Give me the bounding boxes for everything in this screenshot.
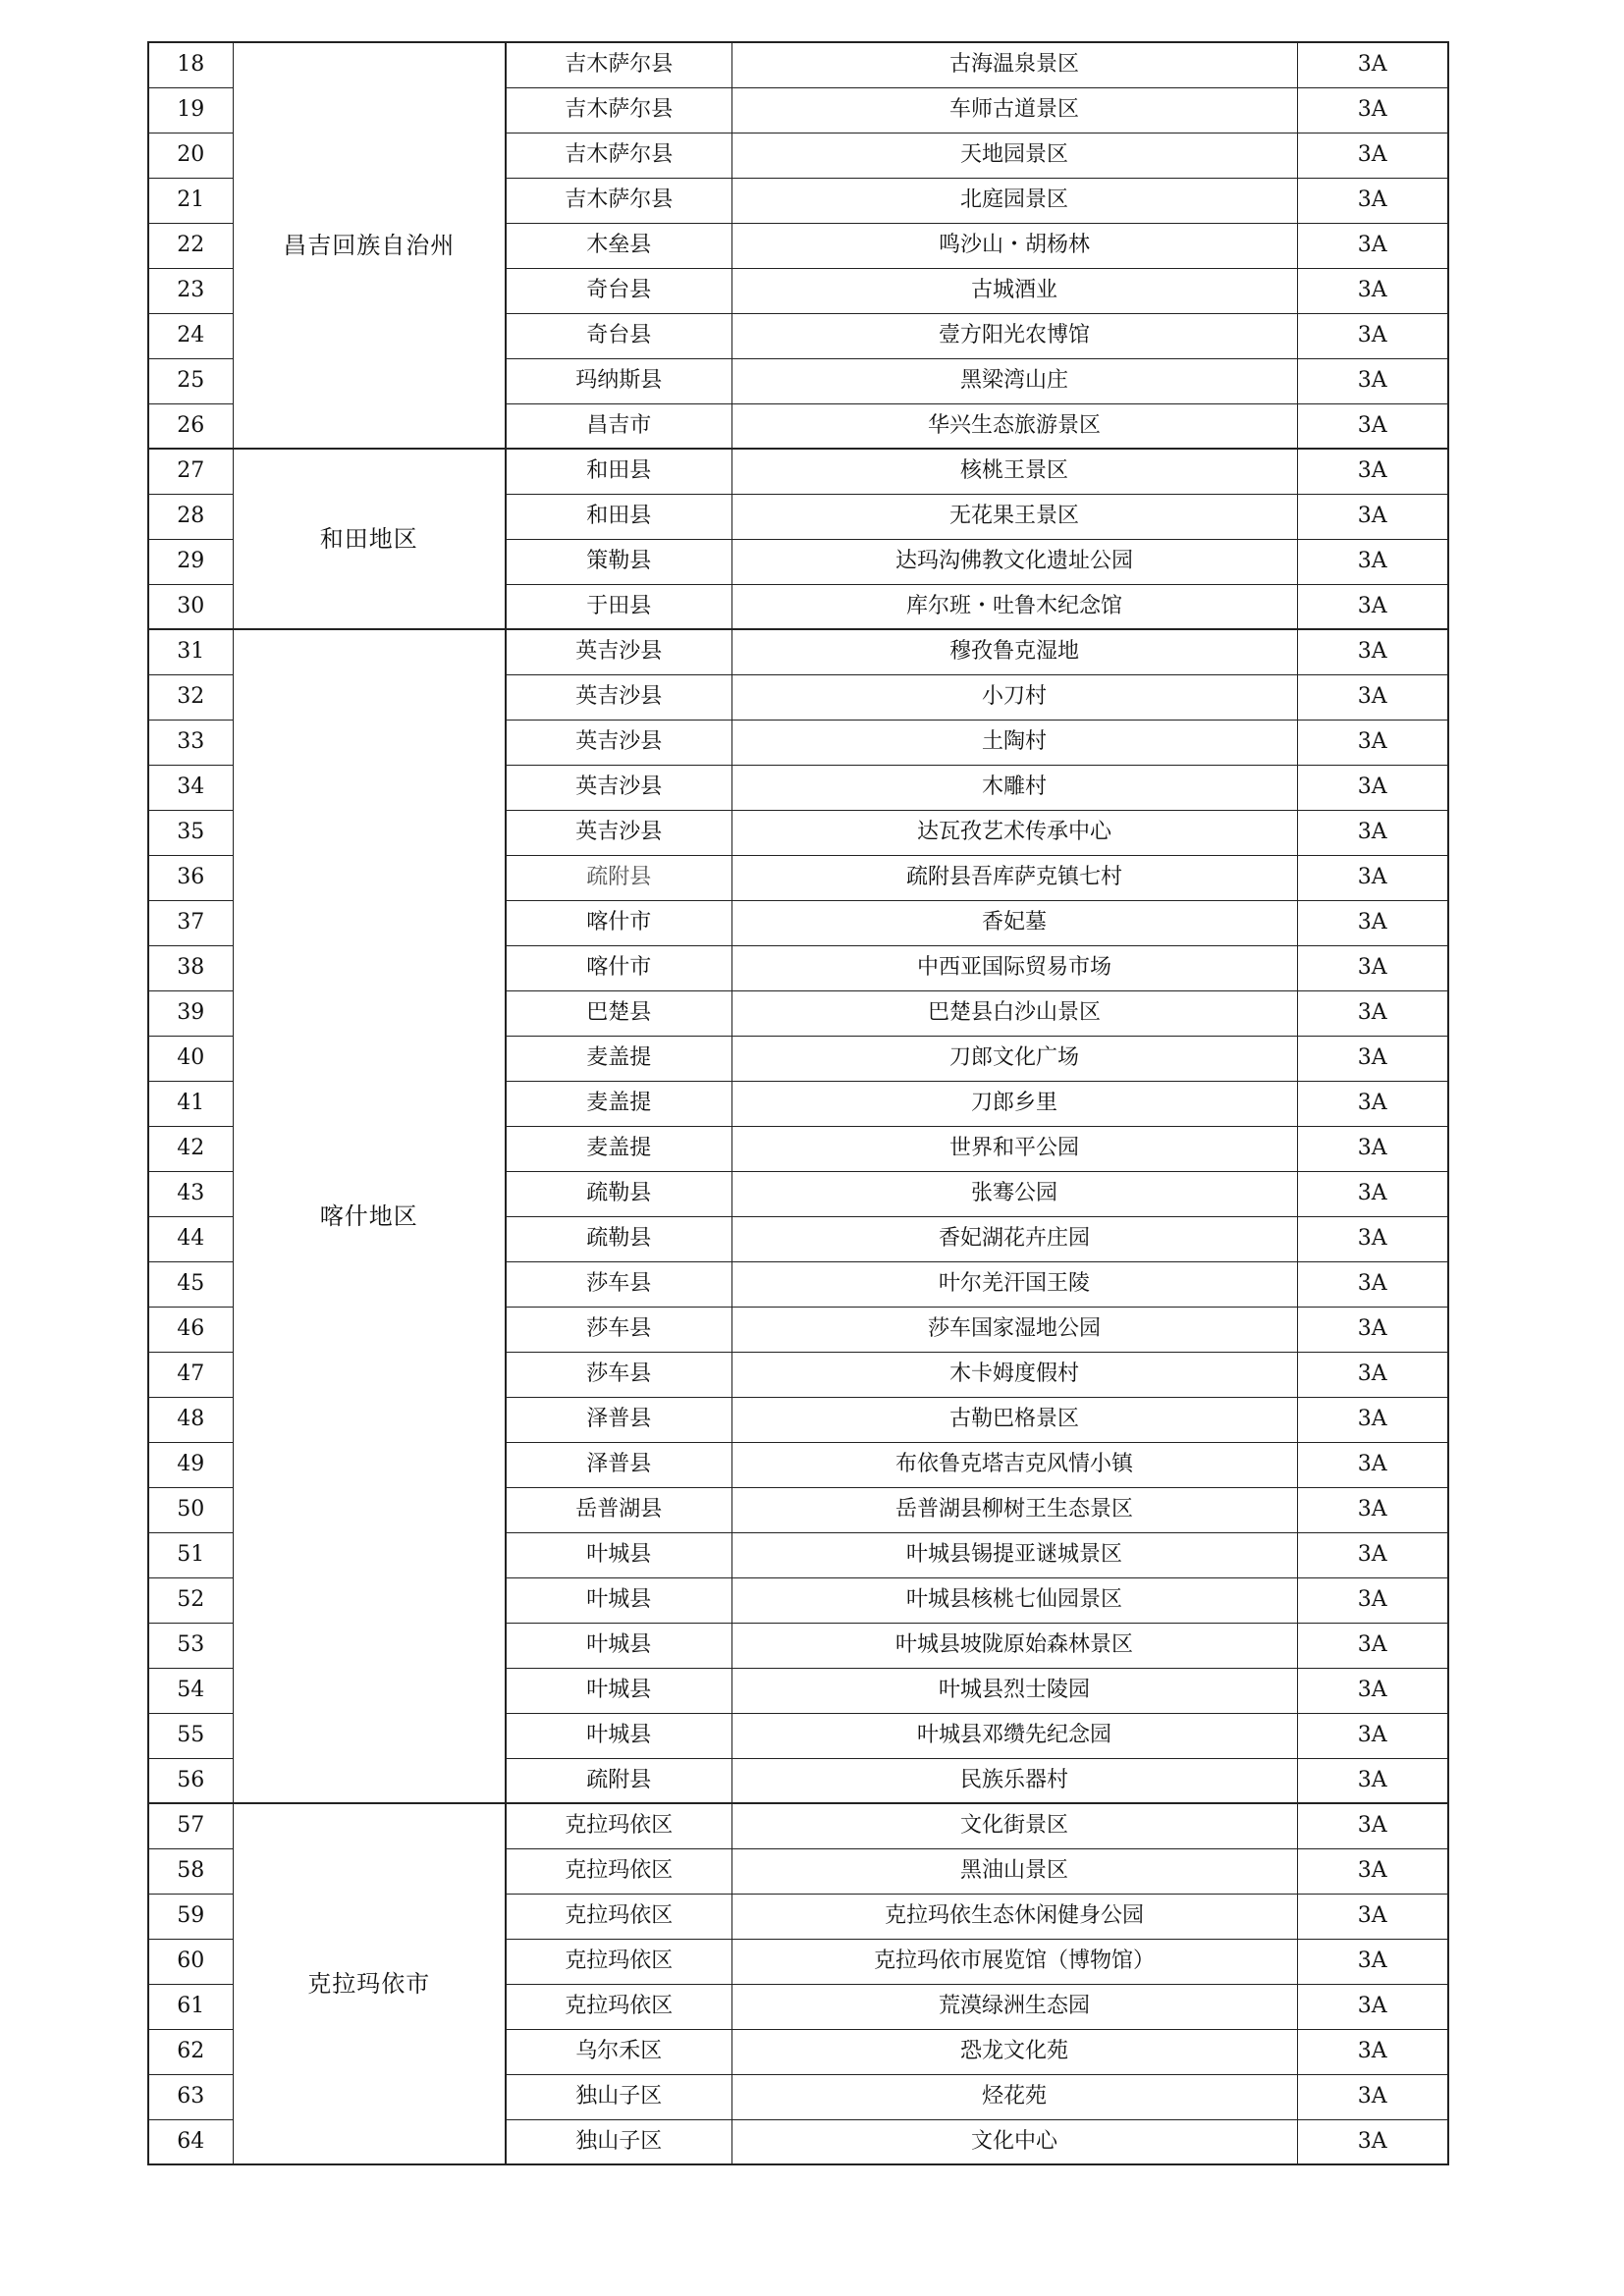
grade-cell: 3A [1297, 1442, 1448, 1487]
scenic-name-cell: 穆孜鲁克湿地 [731, 629, 1297, 674]
grade-cell: 3A [1297, 855, 1448, 900]
county-cell: 莎车县 [506, 1352, 731, 1397]
row-number-cell: 64 [148, 2119, 233, 2164]
row-number-cell: 32 [148, 674, 233, 720]
county-cell: 英吉沙县 [506, 674, 731, 720]
county-cell: 叶城县 [506, 1713, 731, 1758]
scenic-name-cell: 叶尔羌汗国王陵 [731, 1261, 1297, 1307]
row-number-cell: 50 [148, 1487, 233, 1532]
county-cell: 麦盖提 [506, 1126, 731, 1171]
county-cell: 克拉玛依区 [506, 1848, 731, 1894]
grade-cell: 3A [1297, 900, 1448, 945]
scenic-name-cell: 北庭园景区 [731, 178, 1297, 223]
grade-cell: 3A [1297, 1261, 1448, 1307]
grade-cell: 3A [1297, 1803, 1448, 1848]
row-number-cell: 54 [148, 1668, 233, 1713]
scenic-name-cell: 库尔班・吐鲁木纪念馆 [731, 584, 1297, 629]
grade-cell: 3A [1297, 223, 1448, 268]
scenic-name-cell: 中西亚国际贸易市场 [731, 945, 1297, 990]
grade-cell: 3A [1297, 765, 1448, 810]
row-number-cell: 30 [148, 584, 233, 629]
county-cell: 和田县 [506, 449, 731, 494]
county-cell: 独山子区 [506, 2074, 731, 2119]
scenic-area-table [147, 41, 1449, 2165]
table-row [148, 1803, 1448, 1848]
table-body [148, 42, 1448, 2164]
scenic-name-cell: 巴楚县白沙山景区 [731, 990, 1297, 1036]
county-cell: 英吉沙县 [506, 629, 731, 674]
scenic-name-cell: 达玛沟佛教文化遗址公园 [731, 539, 1297, 584]
grade-cell: 3A [1297, 449, 1448, 494]
row-number-cell: 56 [148, 1758, 233, 1803]
scenic-name-cell: 核桃王景区 [731, 449, 1297, 494]
grade-cell: 3A [1297, 133, 1448, 178]
grade-cell: 3A [1297, 1532, 1448, 1577]
scenic-name-cell: 布依鲁克塔吉克风情小镇 [731, 1442, 1297, 1487]
row-number-cell: 33 [148, 720, 233, 765]
county-cell: 和田县 [506, 494, 731, 539]
scenic-name-cell: 恐龙文化苑 [731, 2029, 1297, 2074]
county-cell: 莎车县 [506, 1261, 731, 1307]
scenic-name-cell: 无花果王景区 [731, 494, 1297, 539]
county-cell: 吉木萨尔县 [506, 178, 731, 223]
row-number-cell: 58 [148, 1848, 233, 1894]
county-cell: 昌吉市 [506, 403, 731, 449]
row-number-cell: 26 [148, 403, 233, 449]
grade-cell: 3A [1297, 720, 1448, 765]
county-cell: 喀什市 [506, 945, 731, 990]
grade-cell: 3A [1297, 945, 1448, 990]
county-cell: 克拉玛依区 [506, 1894, 731, 1939]
row-number-cell: 48 [148, 1397, 233, 1442]
county-cell: 英吉沙县 [506, 720, 731, 765]
scenic-name-cell: 古城酒业 [731, 268, 1297, 313]
scenic-name-cell: 小刀村 [731, 674, 1297, 720]
row-number-cell: 44 [148, 1216, 233, 1261]
grade-cell: 3A [1297, 1397, 1448, 1442]
grade-cell: 3A [1297, 1939, 1448, 1984]
county-cell: 克拉玛依区 [506, 1939, 731, 1984]
grade-cell: 3A [1297, 1623, 1448, 1668]
row-number-cell: 49 [148, 1442, 233, 1487]
scenic-name-cell: 壹方阳光农博馆 [731, 313, 1297, 358]
row-number-cell: 39 [148, 990, 233, 1036]
row-number-cell: 53 [148, 1623, 233, 1668]
row-number-cell: 18 [148, 42, 233, 87]
grade-cell: 3A [1297, 2119, 1448, 2164]
county-cell: 于田县 [506, 584, 731, 629]
county-cell: 英吉沙县 [506, 765, 731, 810]
county-cell: 麦盖提 [506, 1081, 731, 1126]
scenic-name-cell: 木卡姆度假村 [731, 1352, 1297, 1397]
county-cell: 吉木萨尔县 [506, 133, 731, 178]
county-cell: 喀什市 [506, 900, 731, 945]
scenic-name-cell: 张骞公园 [731, 1171, 1297, 1216]
scenic-name-cell: 叶城县邓缵先纪念园 [731, 1713, 1297, 1758]
row-number-cell: 63 [148, 2074, 233, 2119]
county-cell: 莎车县 [506, 1307, 731, 1352]
scenic-name-cell: 克拉玛依市展览馆（博物馆） [731, 1939, 1297, 1984]
row-number-cell: 35 [148, 810, 233, 855]
grade-cell: 3A [1297, 1668, 1448, 1713]
scenic-name-cell: 古勒巴格景区 [731, 1397, 1297, 1442]
scenic-name-cell: 达瓦孜艺术传承中心 [731, 810, 1297, 855]
county-cell: 疏勒县 [506, 1216, 731, 1261]
county-cell: 乌尔禾区 [506, 2029, 731, 2074]
row-number-cell: 22 [148, 223, 233, 268]
county-cell: 英吉沙县 [506, 810, 731, 855]
county-cell: 泽普县 [506, 1397, 731, 1442]
county-cell: 疏附县 [506, 1758, 731, 1803]
row-number-cell: 59 [148, 1894, 233, 1939]
region-cell: 昌吉回族自治州 [233, 42, 506, 449]
grade-cell: 3A [1297, 87, 1448, 133]
grade-cell: 3A [1297, 584, 1448, 629]
county-cell: 奇台县 [506, 313, 731, 358]
county-cell: 吉木萨尔县 [506, 87, 731, 133]
grade-cell: 3A [1297, 178, 1448, 223]
scenic-name-cell: 天地园景区 [731, 133, 1297, 178]
region-cell: 克拉玛依市 [233, 1803, 506, 2164]
county-cell: 叶城县 [506, 1668, 731, 1713]
region-cell: 和田地区 [233, 449, 506, 629]
scenic-name-cell: 叶城县烈士陵园 [731, 1668, 1297, 1713]
grade-cell: 3A [1297, 1216, 1448, 1261]
grade-cell: 3A [1297, 494, 1448, 539]
row-number-cell: 38 [148, 945, 233, 990]
row-number-cell: 24 [148, 313, 233, 358]
scenic-name-cell: 古海温泉景区 [731, 42, 1297, 87]
county-cell: 泽普县 [506, 1442, 731, 1487]
scenic-name-cell: 香妃墓 [731, 900, 1297, 945]
county-cell: 麦盖提 [506, 1036, 731, 1081]
scenic-name-cell: 木雕村 [731, 765, 1297, 810]
row-number-cell: 61 [148, 1984, 233, 2029]
county-cell: 巴楚县 [506, 990, 731, 1036]
grade-cell: 3A [1297, 313, 1448, 358]
grade-cell: 3A [1297, 1352, 1448, 1397]
grade-cell: 3A [1297, 1713, 1448, 1758]
county-cell: 叶城县 [506, 1623, 731, 1668]
grade-cell: 3A [1297, 268, 1448, 313]
row-number-cell: 19 [148, 87, 233, 133]
county-cell: 克拉玛依区 [506, 1803, 731, 1848]
region-cell: 喀什地区 [233, 629, 506, 1803]
scenic-name-cell: 叶城县锡提亚谜城景区 [731, 1532, 1297, 1577]
scenic-name-cell: 民族乐器村 [731, 1758, 1297, 1803]
scenic-name-cell: 华兴生态旅游景区 [731, 403, 1297, 449]
grade-cell: 3A [1297, 1081, 1448, 1126]
county-cell: 叶城县 [506, 1577, 731, 1623]
row-number-cell: 20 [148, 133, 233, 178]
row-number-cell: 45 [148, 1261, 233, 1307]
grade-cell: 3A [1297, 1171, 1448, 1216]
row-number-cell: 57 [148, 1803, 233, 1848]
grade-cell: 3A [1297, 1036, 1448, 1081]
scenic-name-cell: 黑梁湾山庄 [731, 358, 1297, 403]
county-cell: 克拉玛依区 [506, 1984, 731, 2029]
table-row [148, 629, 1448, 674]
row-number-cell: 55 [148, 1713, 233, 1758]
row-number-cell: 31 [148, 629, 233, 674]
row-number-cell: 36 [148, 855, 233, 900]
county-cell: 吉木萨尔县 [506, 42, 731, 87]
grade-cell: 3A [1297, 358, 1448, 403]
row-number-cell: 52 [148, 1577, 233, 1623]
row-number-cell: 37 [148, 900, 233, 945]
row-number-cell: 62 [148, 2029, 233, 2074]
county-cell: 奇台县 [506, 268, 731, 313]
scenic-area-table-wrapper [147, 41, 1449, 2165]
grade-cell: 3A [1297, 1577, 1448, 1623]
scenic-name-cell: 土陶村 [731, 720, 1297, 765]
scenic-name-cell: 岳普湖县柳树王生态景区 [731, 1487, 1297, 1532]
grade-cell: 3A [1297, 403, 1448, 449]
grade-cell: 3A [1297, 2029, 1448, 2074]
table-row [148, 449, 1448, 494]
scenic-name-cell: 刀郎文化广场 [731, 1036, 1297, 1081]
grade-cell: 3A [1297, 1848, 1448, 1894]
scenic-name-cell: 车师古道景区 [731, 87, 1297, 133]
row-number-cell: 40 [148, 1036, 233, 1081]
county-cell: 策勒县 [506, 539, 731, 584]
grade-cell: 3A [1297, 1126, 1448, 1171]
scenic-name-cell: 荒漠绿洲生态园 [731, 1984, 1297, 2029]
county-cell: 玛纳斯县 [506, 358, 731, 403]
grade-cell: 3A [1297, 1758, 1448, 1803]
scenic-name-cell: 黑油山景区 [731, 1848, 1297, 1894]
row-number-cell: 46 [148, 1307, 233, 1352]
row-number-cell: 41 [148, 1081, 233, 1126]
row-number-cell: 43 [148, 1171, 233, 1216]
row-number-cell: 47 [148, 1352, 233, 1397]
row-number-cell: 42 [148, 1126, 233, 1171]
grade-cell: 3A [1297, 990, 1448, 1036]
table-row [148, 42, 1448, 87]
row-number-cell: 34 [148, 765, 233, 810]
scenic-name-cell: 烃花苑 [731, 2074, 1297, 2119]
row-number-cell: 51 [148, 1532, 233, 1577]
row-number-cell: 29 [148, 539, 233, 584]
scenic-name-cell: 世界和平公园 [731, 1126, 1297, 1171]
county-cell: 叶城县 [506, 1532, 731, 1577]
row-number-cell: 60 [148, 1939, 233, 1984]
grade-cell: 3A [1297, 674, 1448, 720]
county-cell: 木垒县 [506, 223, 731, 268]
scenic-name-cell: 文化中心 [731, 2119, 1297, 2164]
scenic-name-cell: 香妃湖花卉庄园 [731, 1216, 1297, 1261]
row-number-cell: 23 [148, 268, 233, 313]
grade-cell: 3A [1297, 629, 1448, 674]
grade-cell: 3A [1297, 1307, 1448, 1352]
scenic-name-cell: 叶城县核桃七仙园景区 [731, 1577, 1297, 1623]
grade-cell: 3A [1297, 810, 1448, 855]
grade-cell: 3A [1297, 1894, 1448, 1939]
county-cell: 疏勒县 [506, 1171, 731, 1216]
scenic-name-cell: 文化街景区 [731, 1803, 1297, 1848]
county-cell: 疏附县 [506, 855, 731, 900]
scenic-name-cell: 莎车国家湿地公园 [731, 1307, 1297, 1352]
scenic-name-cell: 叶城县坡陇原始森林景区 [731, 1623, 1297, 1668]
grade-cell: 3A [1297, 2074, 1448, 2119]
scenic-name-cell: 克拉玛依生态休闲健身公园 [731, 1894, 1297, 1939]
county-cell: 独山子区 [506, 2119, 731, 2164]
scenic-name-cell: 疏附县吾库萨克镇七村 [731, 855, 1297, 900]
grade-cell: 3A [1297, 1984, 1448, 2029]
scenic-name-cell: 鸣沙山・胡杨林 [731, 223, 1297, 268]
grade-cell: 3A [1297, 42, 1448, 87]
row-number-cell: 27 [148, 449, 233, 494]
county-cell: 岳普湖县 [506, 1487, 731, 1532]
grade-cell: 3A [1297, 539, 1448, 584]
scenic-name-cell: 刀郎乡里 [731, 1081, 1297, 1126]
row-number-cell: 28 [148, 494, 233, 539]
grade-cell: 3A [1297, 1487, 1448, 1532]
row-number-cell: 25 [148, 358, 233, 403]
row-number-cell: 21 [148, 178, 233, 223]
